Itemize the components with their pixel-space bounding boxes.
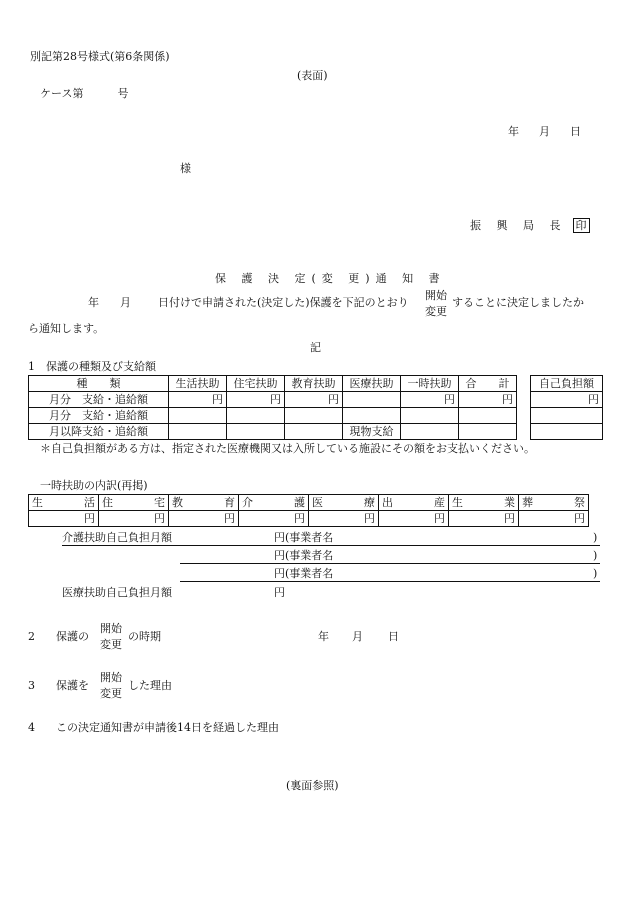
cell-education: 円 [285, 392, 343, 408]
self-burden-note: ＊自己負担額がある方は、指定された医療機関又は入所している施設にその額をお支払いください。 [40, 442, 535, 455]
seal-mark: 印 [573, 218, 590, 233]
section3-after: した理由 [128, 679, 172, 692]
cell-temporary: 円 [401, 392, 459, 408]
care-underline-2 [180, 563, 600, 564]
row-label: 月分 支給・追給額 [29, 408, 169, 424]
section4-text: この決定通知書が申請後14日を経過した理由 [56, 721, 279, 734]
cell-medical [343, 408, 401, 424]
header-living: 生活扶助 [169, 376, 227, 392]
temp-header-housing: 住 宅 [102, 496, 165, 509]
addressee-suffix: 様 [180, 162, 191, 175]
date-day: 日 [570, 125, 581, 138]
care-yen-2: 円 [274, 549, 285, 562]
section1-heading: 1 保護の種類及び支給額 [28, 360, 156, 373]
cell-total [459, 424, 517, 440]
header-total: 合 計 [459, 376, 517, 392]
intro-text-before: 日付けで申請された(決定した)保護を下記のとおり [158, 296, 409, 309]
document-title: 保 護 決 定(変 更)通 知 書 [215, 272, 446, 285]
header-kind: 種 類 [29, 376, 169, 392]
intro-choice [425, 288, 447, 320]
care-provider-close-1: ) [593, 531, 598, 544]
temp-cell-care: 円 [239, 511, 309, 527]
section3-before: 保護を [56, 679, 89, 692]
temp-cell-housing: 円 [99, 511, 169, 527]
intro-choice-start: 開始 [425, 289, 447, 302]
issuer-block [470, 218, 590, 233]
cell-total [459, 408, 517, 424]
care-provider-close-3: ) [593, 567, 598, 580]
form-reference: 別記第28号様式(第6条関係) [30, 50, 170, 63]
self-burden-cell [531, 424, 603, 440]
temp-header-row [29, 495, 589, 511]
table-row [29, 392, 517, 408]
cell-temporary [401, 424, 459, 440]
cell-living: 円 [169, 392, 227, 408]
section2-after: の時期 [128, 630, 161, 643]
intro-text-after: することに決定しましたか [452, 296, 584, 309]
benefit-table [28, 375, 517, 440]
header-temporary: 一時扶助 [401, 376, 459, 392]
self-burden-cell [531, 408, 603, 424]
temp-cell-occupation: 円 [449, 511, 519, 527]
intro-year: 年 [88, 296, 99, 309]
date-month: 月 [539, 125, 550, 138]
care-underline-1 [62, 545, 600, 546]
temp-header-care: 介 護 [242, 496, 305, 509]
section2-year: 年 [318, 630, 329, 643]
cell-living [169, 424, 227, 440]
cell-living [169, 408, 227, 424]
temp-cell-funeral: 円 [519, 511, 589, 527]
section3-choice [100, 670, 122, 702]
cell-medical: 現物支給 [343, 424, 401, 440]
table-row [29, 424, 517, 440]
side-label: (表面) [297, 69, 328, 82]
header-education: 教育扶助 [285, 376, 343, 392]
care-yen-1: 円 [274, 531, 285, 544]
cell-total: 円 [459, 392, 517, 408]
intro-month: 月 [120, 296, 131, 309]
section4-number: 4 [28, 721, 35, 734]
cell-temporary [401, 408, 459, 424]
temp-header-education: 教 育 [172, 496, 235, 509]
header-self-burden: 自己負担額 [531, 376, 603, 392]
care-provider-close-2: ) [593, 549, 598, 562]
section2-number: 2 [28, 630, 35, 643]
section2-day: 日 [388, 630, 399, 643]
table-row [29, 408, 517, 424]
date-year: 年 [508, 125, 519, 138]
intro-choice-change: 変更 [425, 305, 447, 318]
temp-header-medical: 医 療 [312, 496, 375, 509]
temp-cell-education: 円 [169, 511, 239, 527]
case-prefix: ケース第 [40, 87, 84, 100]
temp-header-funeral: 葬 祭 [522, 496, 585, 509]
issuer-title: 振 興 局 長 [470, 219, 567, 232]
temp-value-row [29, 511, 589, 527]
care-provider-open-3: (事業者名 [285, 567, 334, 580]
self-burden-table [530, 375, 603, 440]
temp-cell-living: 円 [29, 511, 99, 527]
section3-choice-start: 開始 [100, 671, 122, 684]
footer-reference: (裏面参照) [286, 779, 339, 792]
care-provider-open-1: (事業者名 [285, 531, 334, 544]
section2-choice-start: 開始 [100, 622, 122, 635]
temp-cell-medical: 円 [309, 511, 379, 527]
section2-choice [100, 621, 122, 653]
care-label: 介護扶助自己負担月額 [62, 531, 172, 544]
temp-header-occupation: 生 業 [452, 496, 515, 509]
care-underline-3 [180, 581, 600, 582]
section3-number: 3 [28, 679, 35, 692]
row-label: 月以降支給・追給額 [29, 424, 169, 440]
header-housing: 住宅扶助 [227, 376, 285, 392]
header-medical: 医療扶助 [343, 376, 401, 392]
temp-header-living: 生 活 [32, 496, 95, 509]
case-suffix: 号 [117, 87, 129, 100]
benefit-header-row [29, 376, 517, 392]
row-label: 月分 支給・追給額 [29, 392, 169, 408]
care-yen-3: 円 [274, 567, 285, 580]
medical-yen: 円 [274, 586, 285, 599]
temp-heading: 一時扶助の内訳(再掲) [40, 479, 148, 492]
cell-housing [227, 424, 285, 440]
temp-header-childbirth: 出 産 [382, 496, 445, 509]
section2-choice-change: 変更 [100, 638, 122, 651]
section2-month: 月 [352, 630, 363, 643]
cell-housing [227, 408, 285, 424]
cell-education [285, 408, 343, 424]
intro-text-line2: ら通知します。 [28, 322, 105, 335]
issue-date [508, 126, 581, 137]
cell-medical [343, 392, 401, 408]
section3-choice-change: 変更 [100, 687, 122, 700]
temp-breakdown-table [28, 494, 589, 527]
case-number-label [40, 88, 128, 99]
self-burden-cell: 円 [531, 392, 603, 408]
medical-label: 医療扶助自己負担月額 [62, 586, 172, 599]
cell-housing: 円 [227, 392, 285, 408]
cell-education [285, 424, 343, 440]
ki-label: 記 [310, 341, 321, 354]
section2-before: 保護の [56, 630, 89, 643]
temp-cell-childbirth: 円 [379, 511, 449, 527]
care-provider-open-2: (事業者名 [285, 549, 334, 562]
